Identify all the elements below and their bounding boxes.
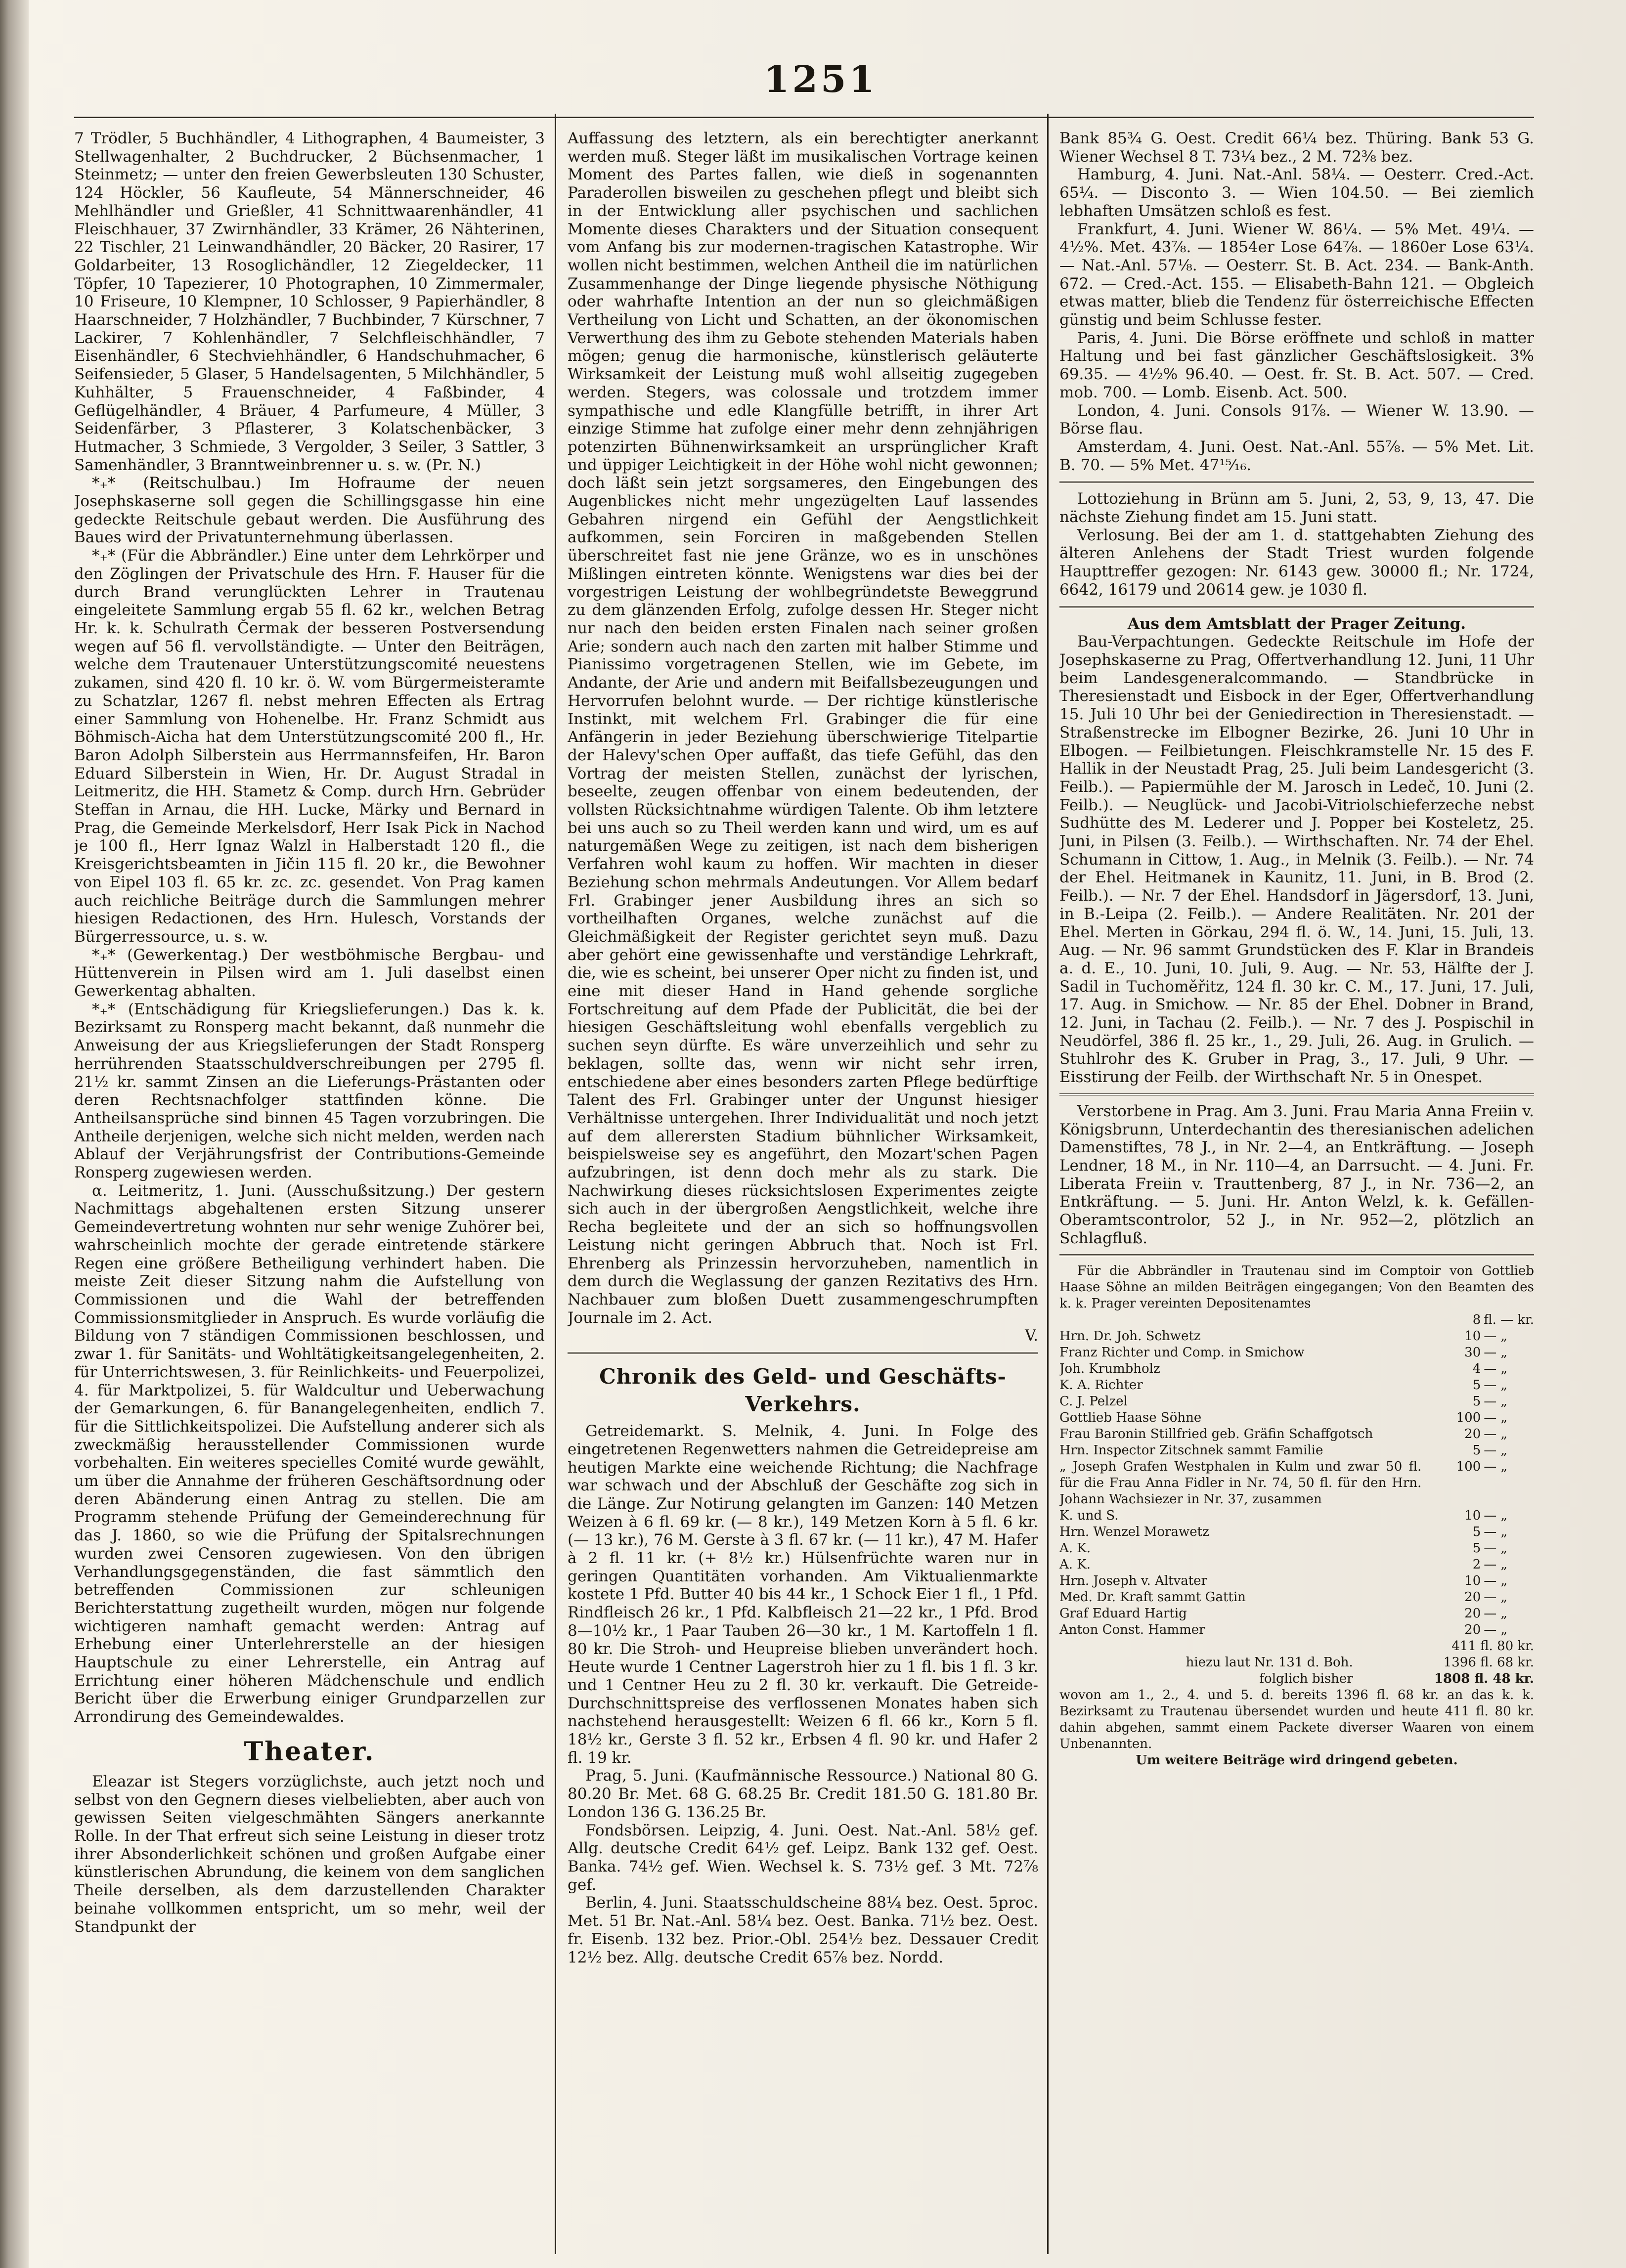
donation-note: wovon am 1., 2., 4. und 5. d. bereits 1396 fl. 68 kr. an das k. k. Bezirksamt zu Trautenau übersendet wurden und heute 411 fl. 80 kr. dahin abgehen, sammt einem Packete diverser Waaren von einem Unbenannten. [1059,1688,1534,1752]
donation-amount: 5 [1472,1525,1481,1540]
donation-amount: 5 [1472,1378,1481,1393]
section-divider [1059,1254,1534,1256]
donation-row [1059,1524,1534,1540]
berlin-paragraph: Berlin, 4. Juni. Staatsschuldscheine 88¼ bez. Oest. 5proc. Met. 51 Br. Nat.-Anl. 58¼ bez. Oest. Banka. 71½ bez. Oest. fr. Eisenb. 132 bez. Prior.-Obl. 254½ bez. Dessauer Credit 12½ bez. Allg. deutsche Credit 65⅞ bez. Nordd. [568,1894,1038,1966]
kriegslieferungen-paragraph: *₊* (Entschädigung für Kriegslieferungen.) Das k. k. Bezirksamt zu Ronsperg macht bekannt, daß nunmehr die Anweisung der aus Kriegslieferungen der Stadt Ronsperg herrührenden Staatsschuldverschreibungen per 2795 fl. 21½ kr. sammt Zinsen an die Lieferungs-Prästanten oder deren Rechtsnachfolger stattfinden könne. Die Antheilsansprüche sind binnen 45 Tagen vorzubringen. Die Antheile derjenigen, welche sich nicht melden, werden nach Ablauf der Verjährungsfrist der Contributions-Gemeinde Ronsperg zugewiesen werden. [74,1000,545,1182]
paris-paragraph: Paris, 4. Juni. Die Börse eröffnete und schloß in matter Haltung und bei fast gänzlicher Geschäftslosigkeit. 3% 69.35. — 4½% 96.40. — Oest. fr. St. B. Act. 507. — Cred. mob. 700. — Lomb. Eisenb. Act. 500. [1059,329,1534,401]
donation-unit: — „ [1484,1361,1507,1377]
donation-unit: — „ [1484,1590,1507,1605]
page-number: 1251 [764,58,878,101]
binding-shadow [0,0,29,2268]
donation-amount: 20 [1464,1427,1481,1442]
donation-row [1059,1459,1534,1508]
donor-name: Med. Dr. Kraft sammt Gattin [1059,1590,1246,1605]
column-rule-2 [1047,114,1049,2254]
hamburg-paragraph: Hamburg, 4. Juni. Nat.-Anl. 58¼. — Oesterr. Cred.-Act. 65¼. — Disconto 3. — Wien 104.50. — Bei ziemlich lebhaften Umsätzen schloß es fest. [1059,166,1534,220]
review-signature: V. [1025,1327,1038,1345]
donation-unit: — „ [1484,1345,1507,1360]
donation-amount: 10 [1464,1573,1481,1589]
donation-row [1059,1606,1534,1622]
trade-list-paragraph: 7 Trödler, 5 Buchhändler, 4 Lithographen, 4 Baumeister, 3 Stellwagenhalter, 2 Buchdrucker, 2 Büchsenmacher, 1 Steinmetz; — unter den freien Gewerbsleuten 130 Schuster, 124 Höckler, 56 Kaufleute, 54 Männerschneider, 46 Mehlhändler und Grießler, 41 Schnittwaarenhändler, 41 Fleischhauer, 37 Zwirnhändler, 33 Krämer, 26 Nähterinen, 22 Tischler, 21 Leinwandhändler, 20 Bäcker, 20 Rasirer, 17 Goldarbeiter, 13 Rosoglichändler, 12 Ziegeldecker, 11 Töpfer, 10 Tapezierer, 10 Photographen, 10 Zimmermaler, 10 Friseure, 10 Klempner, 10 Schlosser, 9 Papierhändler, 8 Haarschneider, 7 Holzhändler, 7 Buchbinder, 7 Kürschner, 7 Lackirer, 7 Kohlenhändler, 7 Selchfleischhändler, 7 Eisenhändler, 6 Stechviehhändler, 6 Handschuhmacher, 6 Seifensieder, 5 Glaser, 5 Handelsagenten, 5 Milchhändler, 5 Kuhhälter, 5 Frauenschneider, 4 Faßbinder, 4 Geflügelhändler, 4 Bräuer, 4 Parfumeure, 4 Müller, 3 Seidenfärber, 3 Pflasterer, 3 Kolatschenbäcker, 3 Hutmacher, 3 Schmiede, 3 Vergolder, 3 Seiler, 3 Sattler, 3 Samenhändler, 3 Branntweinbrenner u. s. w. (Pr. N.) [74,130,545,474]
donation-amount: 100 [1456,1410,1481,1426]
frankfurt-paragraph: Frankfurt, 4. Juni. Wiener W. 86¼. — 5% Met. 49¼. — 4½%. Met. 43⅞. — 1854er Lose 64⅞. — 1860er Lose 63¼. — Nat.-Anl. 57⅛. — Oesterr. St. B. Act. 234. — Bank-Anth. 672. — Cred.-Act. 155. — Elisabeth-Bahn 121. — Obgleich etwas matter, blieb die Tendenz für österreichische Effecten günstig und beim Schlusse fester. [1059,220,1534,329]
donation-intro: Für die Abbrändler in Trautenau sind im Comptoir von Gottlieb Haase Söhne an milden Beiträgen eingegangen; Von den Beamten des k. k. Prager vereinten Depositenamtes [1059,1264,1534,1311]
getreidemarkt-paragraph: Getreidemarkt. S. Melnik, 4. Juni. In Folge des eingetretenen Regenwetters nahmen die Getreidepreise am heutigen Markte eine weichende Richtung; die Nachfrage war schwach und der Abschluß der Geschäfte zog sich in die Länge. Zur Notirung gelangten im Ganzen: 140 Metzen Weizen à 6 fl. 69 kr. (— 8 kr.), 149 Metzen Korn à 5 fl. 6 kr. (— 13 kr.), 76 M. Gerste à 3 fl. 67 kr. (— 11 kr.), 47 M. Hafer à 2 fl. 11 kr. (+ 8½ kr.) Hülsenfrüchte waren nur in geringen Quantitäten vorhanden. Am Viktualienmarkte kostete 1 Pfd. Butter 40 bis 44 kr., 1 Schock Eier 1 fl., 1 Pfd. Rindfleisch 26 kr., 1 Pfd. Kalbfleisch 21—22 kr., 1 Pfd. Brod 8—10½ kr., 1 Paar Tauben 26—30 kr., 1 M. Kartoffeln 1 fl. 80 kr. Die Stroh- und Heupreise blieben unverändert hoch. Heute wurde 1 Centner Lagerstroh hier zu 1 fl. bis 1 fl. 3 kr. und 1 Centner Heu zu 2 fl. 30 kr. verkauft. Die Getreide-Durchschnittspreise des verflossenen Monates haben sich nachstehend herausgestellt: Weizen 6 fl. 66 kr., Korn 5 fl. 18½ kr., Gerste 3 fl. 52 kr., Erbsen 4 fl. 90 kr. und Hafer 2 fl. 19 kr. [568,1422,1038,1767]
donation-total-label: folglich bisher [1259,1671,1353,1687]
donation-unit: — „ [1484,1427,1507,1442]
donation-row [1059,1573,1534,1589]
amtsblatt-heading: Aus dem Amtsblatt der Prager Zeitung. [1127,614,1466,633]
donation-unit: — „ [1484,1329,1507,1344]
london-paragraph: London, 4. Juni. Consols 91⅞. — Wiener W. 13.90. — Börse flau. [1059,401,1534,438]
donor-name: Joh. Krumbholz [1059,1361,1160,1377]
donation-amount: 20 [1464,1622,1481,1638]
donation-unit: — „ [1484,1394,1507,1409]
donor-name: Hrn. Wenzel Morawetz [1059,1525,1209,1540]
donation-amount: 5 [1472,1394,1481,1409]
donation-row [1059,1328,1534,1345]
donation-amount: 20 [1464,1606,1481,1621]
verlosung-paragraph: Verlosung. Bei der am 1. d. stattgehabten Ziehung des älteren Anlehens der Stadt Triest wurden folgende Haupttreffer gezogen: Nr. 6143 gew. 30000 fl.; Nr. 1724, 6642, 16179 und 20614 gew. je 1030 fl. [1059,526,1534,599]
donation-row [1059,1394,1534,1410]
donation-unit: — „ [1484,1525,1507,1540]
section-divider [1059,481,1534,483]
leitmeritz-paragraph: α. Leitmeritz, 1. Juni. (Ausschußsitzung.) Der gestern Nachmittags abgehaltenen ersten Sitzung unserer Gemeindevertretung wohnten nur sehr wenige Zuhörer bei, wahrscheinlich mochte der gerade eintretende stärkere Regen eine größere Betheiligung verhindert haben. Die meiste Zeit dieser Sitzung nahm die Aufstellung von Commissionen und die Wahl der betreffenden Commissionsmitglieder in Anspruch. Es wurde vorläufig die Bildung von 7 ständigen Commissionen beschlossen, und zwar 1. für Sanitäts- und Wohltätigkeitsangelegenheiten, 2. für Unterrichtswesen, 3. für Reinlichkeits- und Feuerpolizei, 4. für Marktpolizei, 5. für Waldcultur und Ueberwachung der Gemarkungen, 6. für Banangelegenheiten, endlich 7. für die Sittlichkeitspolizei. Die Aufstellung anderer sich als zweckmäßig herausstellender Commissionen wurde vorbehalten. Ein weiteres specielles Comité wurde gewählt, um über die Annahme der früheren Geschäftsordnung oder deren Abänderung einen Antrag zu stellen. Die am Programm stehende Prüfung der Gemeinderechnung für das J. 1860, so wie die Prüfung der Spitalsrechnungen wurden zwei Censoren zugewiesen. Von den übrigen Verhandlungsgegenständen, die fast sämmtlich den betreffenden Commissionen zur schleunigen Berichterstattung zugetheilt wurden, mögen nur folgende wichtigeren namhaft gemacht werden: Antrag auf Erhebung einer Unterlehrerstelle an der hiesigen Hauptschule zu einer Lehrerstelle, ein Antrag auf Errichtung einer höheren Mädchenschule und endlich Bericht über die Erwerbung einiger Grundparzellen zur Arrondirung des Gemeindewaldes. [74,1181,545,1726]
donation-row [1059,1345,1534,1361]
amtsblatt-paragraph: Bau-Verpachtungen. Gedeckte Reitschule im Hofe der Josephskaserne zu Prag, Offertverhandlung 12. Juni, 11 Uhr beim Landesgeneralcommando. — Standbrücke in Theresienstadt und Eisbock in der Eger, Offertverhandlung 15. Juli 10 Uhr bei der Geniedirection in Theresienstadt. — Straßenstrecke im Elbogner Bezirke, 26. Juni 10 Uhr in Elbogen. — Feilbietungen. Fleischkramstelle Nr. 15 des F. Hallik in der Neustadt Prag, 25. Juli beim Landesgericht (3. Feilb.). — Papiermühle der M. Jarosch in Ledeč, 10. Juni (2. Feilb.). — Neuglück- und Jacobi-Vitriolschieferzeche nebst Sudhütte des M. Lederer und J. Popper bei Kosteletz, 25. Juni, in Pilsen (3. Feilb.). — Wirthschaften. Nr. 74 der Ehel. Schumann in Cittow, 1. Aug., in Melnik (3. Feilb.). — Nr. 74 der Ehel. Heitmanek in Kaunitz, 11. Juni, in B. Brod (2. Feilb.). — Nr. 7 der Ehel. Handsdorf in Jägersdorf, 13. Juni, in B.-Leipa (2. Feilb.). — Andere Realitäten. Nr. 201 der Ehel. Merten in Görkau, 294 fl. ö. W., 14. Juni, 15. Juli, 13. Aug. — Nr. 96 sammt Grundstücken des F. Klar in Brandeis a. d. E., 10. Juni, 10. Juli, 9. Aug. — Nr. 53, Hälfte der J. Sadil in Tuchoměřitz, 124 fl. 30 kr. C. M., 17. Juni, 17. Juli, 17. Aug. in Smichow. — Nr. 85 der Ehel. Dobner in Brand, 12. Juni, in Tachau (2. Feilb.). — Nr. 7 des J. Pospischil in Neudörfel, 386 fl. 25 kr., 1., 29. Juli, 26. Aug. in Grulich. — Stuhlrohr des K. Gruber in Prag, 3., 17. Juli, 9 Uhr. — Eisstirung der Feilb. der Wirthschaft Nr. 5 in Onespet. [1059,633,1534,1087]
donor-name: Frau Baronin Stillfried geb. Gräfin Schaffgotsch [1059,1427,1373,1442]
donation-amount: 10 [1464,1508,1481,1524]
donation-totals [1059,1638,1534,1687]
amsterdam-paragraph: Amsterdam, 4. Juni. Oest. Nat.-Anl. 55⅞. — 5% Met. Lit. B. 70. — 5% Met. 47¹⁵⁄₁₆. [1059,437,1534,474]
donation-amount: 100 [1456,1459,1481,1475]
donation-amount: 5 [1472,1541,1481,1556]
donation-subtotal: 411 fl. 80 kr. [1451,1639,1534,1654]
section-divider [568,1352,1038,1354]
donation-unit: — „ [1484,1622,1507,1638]
donation-total: 1808 fl. 48 kr. [1434,1671,1534,1687]
donation-unit: fl. — kr. [1484,1312,1534,1328]
donor-name: Hrn. Dr. Joh. Schwetz [1059,1329,1201,1344]
donation-row [1059,1377,1534,1394]
donation-subtotal-row [1059,1638,1534,1655]
donation-appeal: Um weitere Beiträge wird dringend gebeten. [1136,1753,1458,1768]
fondsboersen-paragraph: Fondsbörsen. Leipzig, 4. Juni. Oest. Nat.-Anl. 58½ gef. Allg. deutsche Credit 64½ gef. Leipz. Bank 132 gef. Oest. Banka. 74½ gef. Wien. Wechsel k. S. 73½ gef. 3 Mt. 72⅞ gef. [568,1821,1038,1894]
donation-row [1059,1442,1534,1459]
donor-name: Hrn. Joseph v. Altvater [1059,1573,1207,1589]
donation-unit: — „ [1484,1410,1507,1426]
donor-name: K. A. Richter [1059,1378,1143,1393]
donation-unit: — „ [1484,1443,1507,1458]
berlin-continued: Bank 85¾ G. Oest. Credit 66¼ bez. Thüring. Bank 53 G. Wiener Wechsel 8 T. 73¼ bez., 2 M. 72⅜ bez. [1059,130,1534,166]
donation-total-row [1059,1671,1534,1687]
donation-row [1059,1410,1534,1426]
donation-previous-row [1059,1655,1534,1671]
theater-review-continued: Auffassung des letztern, als ein berechtigter anerkannt werden muß. Steger läßt im musikalischen Vortrage keinen Moment des Partes fallen, wie dieß in sogenannten Paraderollen bisweilen zu geschehen pflegt und bleibt sich in der Entwicklung aller psychischen und sachlichen Momente dieses Charakters und der Situation consequent vom Anfang bis zur modernen-tragischen Katastrophe. Wir wollen nicht bestimmen, welchen Antheil die im natürlichen Zusammenhange der Dinge liegende physische Nöthigung oder wahrhafte Intention an der nun so gleichmäßigen Vertheilung von Licht und Schatten, an der ökonomischen Verwerthung des ihm zu Gebote stehenden Materials haben mögen; genug die harmonische, künstlerisch geläuterte Wirksamkeit der Leistung muß wohl allseitig zugegeben werden. Stegers, was colossale und trotzdem immer sympathische und edle Klangfülle betrifft, in ihrer Art einzige Stimme hat zufolge einer mehr denn zehnjährigen potenzirten Bühnenwirksamkeit an ursprünglicher Kraft und üppiger Leichtigkeit in der Höhe wohl nicht gewonnen; doch läßt sein jetzt sorgsameres, den Eingebungen des Augenblickes nicht mehr ungezügelten Lauf lassendes Gebahren nirgend ein Gefühl der Aengstlichkeit aufkommen, sein Forciren in maßgebenden Stellen überschreitet fast nie jene Gränze, wo es in unschönes Mißlingen eintreten könnte. Wenigstens war dies bei der vorgestrigen Leistung der wohlbegründetste Beweggrund zu dem glänzenden Erfolg, zufolge dessen Hr. Steger nicht nur nach den beiden ersten Finalen nach seiner großen Arie; sondern auch nach den zarten mit halber Stimme und Pianissimo vorgetragenen Stellen, wie im Gebete, im Andante, der Arie und andern mit Beifallsbezeugungen und Hervorrufen belohnt wurde. — Der richtige künstlerische Instinkt, mit welchem Frl. Grabinger die für eine Anfängerin in jeder Beziehung überschwierige Titelpartie der Halevy'schen Oper auffaßt, das tiefe Gefühl, das den Vortrag der meisten Stellen, zunächst der lyrischen, beseelte, zeugen offenbar von einem bedeutenden, der vollsten Rücksichtnahme würdigen Talente. Ob ihm letztere bei uns auch so zu Theil werden kann und wird, um es auf naturgemäßen Wege zu zeitigen, ist nach dem bisherigen Verfahren wohl kaum zu hoffen. Wir machten in dieser Beziehung schon mehrmals Andeutungen. Vor Allem bedarf Frl. Grabinger jener Ausbildung ihres an sich so vortheilhaften Organes, welche zunächst auf die Gleichmäßigkeit der Register gerichtet seyn muß. Dazu aber gehört eine gewissenhafte und verständige Lehrkraft, die, wie es scheint, bei unserer Oper nicht zu finden ist, und eine mit dieser Hand in Hand gehende sorgliche Fortschreitung auf dem Pfade der Publicität, die bei der hiesigen Geschäftsleitung wohl ebenfalls vergeblich zu suchen seyn dürfte. Es wäre unverzeihlich und sehr zu beklagen, sollte das, wenn wir nicht sehr irren, entschiedene aber eines besonders zarten Pflege bedürftige Talent des Frl. Grabinger unter der Ungunst hiesiger Verhältnisse untergehen. Ihrer Individualität und noch jetzt auf dem allerersten Stadium bühnlicher Wirksamkeit, beispielsweise sey es angeführt, den Mozart'schen Pagen aufzubringen, ist denn doch mehr als zu stark. Die Nachwirkung dieses rücksichtslosen Experimentes zeigte sich auch in der übergroßen Aengstlichkeit, welche ihre Recha begleitete und der an sich so hoffnungsvollen Leistung nicht geringen Abbruch that. Noch ist Frl. Ehrenberg als Prinzessin hervorzuheben, namentlich in dem durch die Weglassung der ganzen Rezitativs des Hrn. Nachbauer zum bloßen Duett zusammengeschrumpften Journale im 2. Act. [568,130,1038,1327]
donation-amount: 20 [1464,1590,1481,1605]
abbrandler-paragraph: *₊* (Für die Abbrändler.) Eine unter dem Lehrkörper und den Zöglingen der Privatschule des Hrn. F. Hauser für die durch Brand verunglückten Lehrer in Trautenau eingeleitete Sammlung ergab 55 fl. 62 kr., welchen Betrag Hr. k. k. Schulrath Čermak der besseren Postversendung wegen auf 56 fl. vervollständigte. — Unter den Beiträgen, welche dem Trautenauer Unterstützungscomité neuestens zukamen, sind 420 fl. 10 kr. ö. W. vom Bürgermeisteramte zu Schatzlar, 1267 fl. nebst mehren Effecten als Ertrag einer Sammlung von Hohenelbe. Hr. Franz Schmidt aus Böhmisch-Aicha hat dem Unterstützungscomité 200 fl., Hr. Baron Adolph Silberstein aus Herrmannsfeifen, Hr. Baron Eduard Silberstein in Wien, Hr. Dr. August Stradal in Leitmeritz, die HH. Stametz & Comp. durch Hrn. Gebrüder Steffan in Arnau, die HH. Lucke, Märky und Bernard in Prag, die Gemeinde Merkelsdorf, Herr Isak Pick in Nachod je 100 fl., Herr Ignaz Walzl in Halberstadt 120 fl., die Kreisgerichtsbeamten in Jičin 115 fl. 20 kr., die Bewohner von Eipel 103 fl. 65 kr. zc. zc. gesendet. Von Prag kamen auch reichliche Beiträge durch die Sammlungen mehrer hiesigen Redactionen, des Hrn. Hulesch, Vorstands der Bürgerressource, u. s. w. [74,547,545,946]
section-divider [1059,606,1534,608]
column-rule-1 [555,114,556,2254]
prag-boerse-paragraph: Prag, 5. Juni. (Kaufmännische Ressource.) National 80 G. 80.20 Br. Met. 68 G. 68.25 Br. Credit 181.50 G. 181.80 Br. London 136 G. 136.25 Br. [568,1767,1038,1821]
reitschulbau-paragraph: *₊* (Reitschulbau.) Im Hofraume der neuen Josephskaserne soll gegen die Schillingsgasse hin eine gedeckte Reitschule gebaut werden. Die Ausführung des Baues wird der Privatunternehmung überlassen. [74,474,545,547]
donation-previous-label: hiezu laut Nr. 131 d. Boh. [1186,1655,1353,1670]
donation-unit: — „ [1484,1573,1507,1589]
donation-table [1059,1312,1534,1638]
donation-row [1059,1312,1534,1328]
donation-amount: 30 [1464,1345,1481,1360]
theater-paragraph: Eleazar ist Stegers vorzüglichste, auch jetzt noch und selbst von den Gegnern dieses vielbeliebten, aber auch von gewissen Seiten vielgeschmähten Sängers anerkannte Rolle. In der That erfreut sich seine Leistung in dieser trotz ihrer Absonderlichkeit schönen und großen Aufgabe einer künstlerischen Abrundung, die keinem von dem sanglichen Theile derselben, als dem darzustellenden Charakter beinahe vollkommen entspricht, um so mehr, weil der Standpunkt der [74,1772,545,1936]
donation-unit: — „ [1484,1541,1507,1556]
donor-name: Franz Richter und Comp. in Smichow [1059,1345,1305,1360]
donation-unit: — „ [1484,1459,1507,1475]
donation-amount: 8 [1472,1312,1481,1328]
donor-name [1059,1312,1421,1328]
donor-name: Anton Const. Hammer [1059,1622,1205,1638]
donation-row [1059,1508,1534,1524]
donation-amount: 10 [1464,1329,1481,1344]
column-2 [568,130,1038,2255]
donation-unit: — „ [1484,1606,1507,1621]
donor-name: K. und S. [1059,1508,1119,1524]
theater-heading: Theater. [244,1736,375,1767]
column-1 [74,130,545,2255]
donation-amount: 4 [1472,1361,1481,1377]
donation-row [1059,1589,1534,1606]
chronik-heading: Chronik des Geld- und Geschäfts-Verkehrs. [599,1364,1007,1417]
donation-row [1059,1361,1534,1377]
donor-name: „ Joseph Grafen Westphalen in Kulm und zwar 50 fl. für die Frau Anna Fidler in Nr. 74, 50 fl. für den Hrn. Johann Wachsiezer in Nr. 37, zusammen [1059,1459,1422,1507]
donation-row [1059,1540,1534,1557]
donor-name: C. J. Pelzel [1059,1394,1128,1409]
section-divider [1059,1093,1534,1095]
donor-name: A. K. [1059,1557,1091,1572]
donation-unit: — „ [1484,1557,1507,1572]
donation-row [1059,1557,1534,1573]
lottoziehung-paragraph: Lottoziehung in Brünn am 5. Juni, 2, 53, 9, 13, 47. Die nächste Ziehung findet am 15. Juni statt. [1059,490,1534,526]
donation-amount: 2 [1472,1557,1481,1572]
donation-unit: — „ [1484,1378,1507,1393]
donation-row [1059,1426,1534,1442]
donor-name: Hrn. Inspector Zitschnek sammt Familie [1059,1443,1323,1458]
verstorbene-paragraph: Verstorbene in Prag. Am 3. Juni. Frau Maria Anna Freiin v. Königsbrunn, Unterdechantin des theresianischen adelichen Damenstiftes, 78 J., in Nr. 2—4, an Entkräftung. — Joseph Lendner, 18 M., in Nr. 110—4, an Darrsucht. — 4. Juni. Fr. Liberata Freiin v. Trauttenberg, 87 J., in Nr. 736—2, an Entkräftung. — 5. Juni. Hr. Anton Welzl, k. k. Gefällen-Oberamtscontrolor, 52 J., in Nr. 952—2, plötzlich an Schlagfluß. [1059,1102,1534,1247]
donation-unit: — „ [1484,1508,1507,1524]
donor-name: Graf Eduard Hartig [1059,1606,1187,1621]
donation-row [1059,1622,1534,1638]
gewerkentag-paragraph: *₊* (Gewerkentag.) Der westböhmische Bergbau- und Hüttenverein in Pilsen wird am 1. Juli daselbst einen Gewerkentag abhalten. [74,946,545,1001]
donor-name: A. K. [1059,1541,1091,1556]
header-rule [74,117,1534,118]
donation-amount: 5 [1472,1443,1481,1458]
donor-name: Gottlieb Haase Söhne [1059,1410,1202,1426]
donation-previous: 1396 fl. 68 kr. [1443,1655,1534,1670]
column-3 [1059,130,1534,2255]
